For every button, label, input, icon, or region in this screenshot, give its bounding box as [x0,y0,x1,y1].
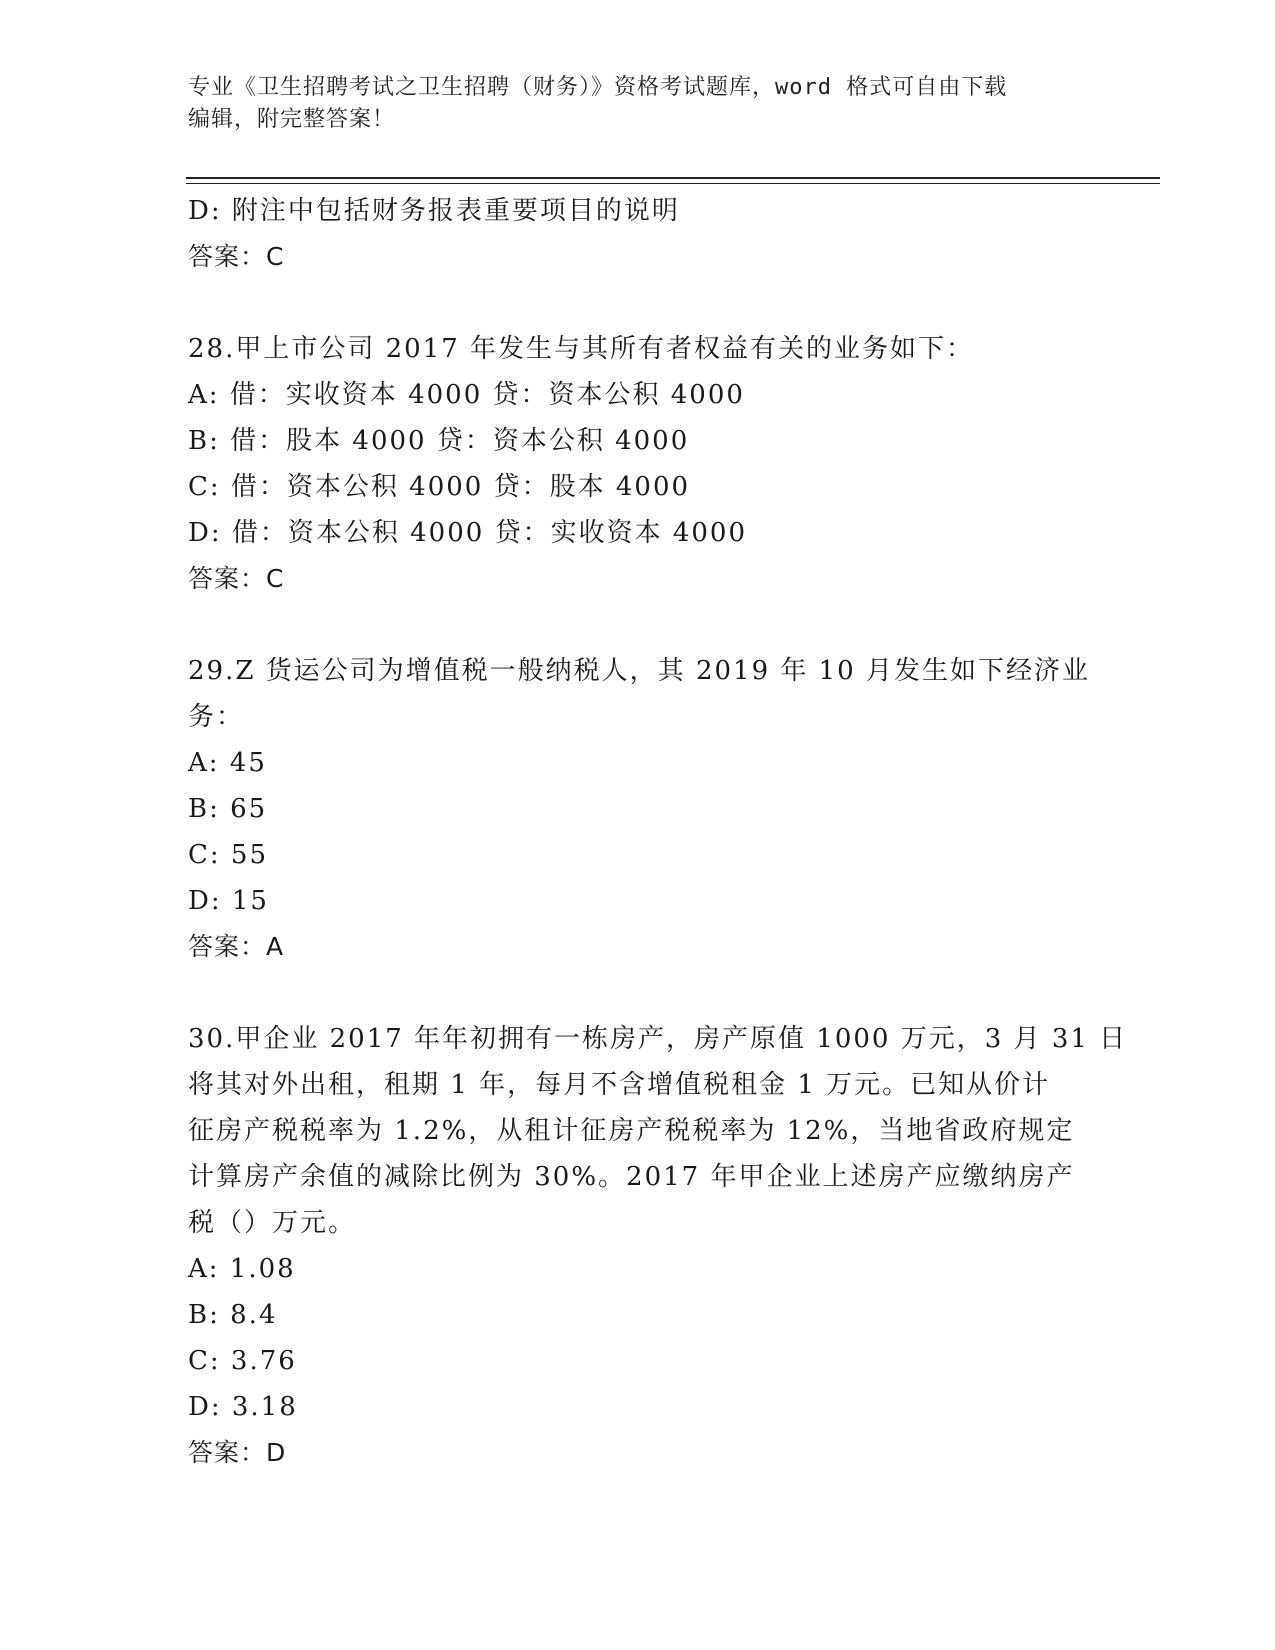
option-c: C: 3.76 [188,1346,297,1376]
question-list [188,188,1128,1476]
answer: 答案：C [188,564,285,593]
question-30 [188,1016,1128,1476]
option-d: D: 15 [188,886,269,916]
option-b: B: 65 [188,794,268,824]
option-c: C: 55 [188,840,269,870]
question-stem-line: 征房产税税率为 1.2%，从租计征房产税税率为 12%，当地省政府规定 [188,1116,1075,1146]
option-b: B: 借：股本 4000 贷：资本公积 4000 [188,426,690,456]
header-line-2: 编辑，附完整答案！ [188,107,396,132]
question-stem-line: 务： [188,702,245,732]
option-d: D: 借：资本公积 4000 贷：实收资本 4000 [188,518,748,548]
option-a: A: 借：实收资本 4000 贷：资本公积 4000 [188,380,745,410]
question-stem-line: 税（）万元。 [188,1208,357,1238]
header-divider-thin [186,183,1160,184]
document-header [188,72,1088,136]
option-a: A: 45 [188,748,267,778]
spacer [188,280,1088,326]
question-stem-line: 30.甲企业 2017 年年初拥有一栋房产，房产原值 1000 万元，3 月 31 日 [188,1024,1128,1054]
prev-option-d: D: 附注中包括财务报表重要项目的说明 [188,196,680,226]
answer: 答案：A [188,932,285,961]
spacer [188,602,1088,648]
option-b: B: 8.4 [188,1300,278,1330]
question-stem-line: 计算房产余值的减除比例为 30%。2017 年甲企业上述房产应缴纳房产 [188,1162,1075,1192]
spacer [188,970,1088,1016]
option-a: A: 1.08 [188,1254,296,1284]
question-stem-line: 将其对外出租，租期 1 年，每月不含增值税租金 1 万元。已知从价计 [188,1070,1051,1100]
header-line-1: 专业《卫生招聘考试之卫生招聘（财务）》资格考试题库，word 格式可自由下载 [188,75,1008,100]
prev-answer: 答案：C [188,242,285,271]
question-29 [188,648,1088,970]
answer: 答案：D [188,1438,287,1467]
question-stem: 28.甲上市公司 2017 年发生与其所有者权益有关的业务如下： [188,334,975,364]
option-d: D: 3.18 [188,1392,298,1422]
header-divider-thick [186,177,1160,179]
option-c: C: 借：资本公积 4000 贷：股本 4000 [188,472,691,502]
question-stem-line: 29.Z 货运公司为增值税一般纳税人，其 2019 年 10 月发生如下经济业 [188,656,1090,686]
question-28 [188,326,1088,602]
